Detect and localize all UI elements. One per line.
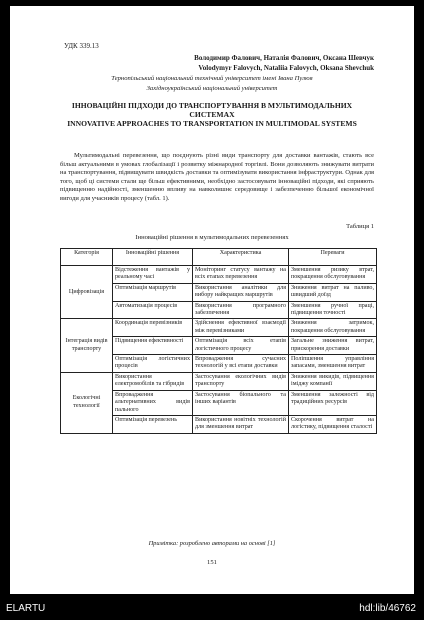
table-header-cell: Категорія bbox=[61, 249, 113, 266]
title-ukrainian: ІННОВАЦІЙНІ ПІДХОДИ ДО ТРАНСПОРТУВАННЯ В МУЛЬТИМОДАЛЬНИХ СИСТЕМАХ bbox=[71, 101, 353, 119]
table-cell: Застосування екологічних видів транспорту bbox=[193, 372, 289, 390]
table-cell: Застосування біопального та інших варіантів bbox=[193, 390, 289, 415]
category-cell: Інтеграція видів транспорту bbox=[61, 319, 113, 372]
authors-english: Volodymyr Falovych, Nataliia Falovych, Oksana Shevchuk bbox=[198, 64, 374, 72]
table-header-cell: Характеристика bbox=[193, 249, 289, 266]
table-cell: Впровадження сучасних технологій у всі етапи доставки bbox=[193, 355, 289, 373]
table-cell: Підвищення ефективності bbox=[113, 337, 193, 355]
authors-block bbox=[194, 53, 374, 73]
table-cell: Впровадження альтернативних видів пального bbox=[113, 390, 193, 415]
table-header-cell: Переваги bbox=[289, 249, 377, 266]
handle-id: hdl:lib/46762 bbox=[359, 603, 416, 614]
table-cell: Зниження витрат на паливо, швидший доїзд bbox=[289, 283, 377, 301]
table-label: Таблиця 1 bbox=[346, 223, 374, 230]
repository-name: ELARTU bbox=[6, 603, 46, 614]
table-cell: Координація перевізників bbox=[113, 319, 193, 337]
table-cell: Скорочення витрат на логістику, підвищення сталості bbox=[289, 415, 377, 433]
table-note: Примітка: розроблено авторами на основі [1] bbox=[148, 540, 276, 547]
category-cell: Цифровізація bbox=[61, 266, 113, 319]
table-cell: Використання аналітики для вибору найкращих маршрутів bbox=[193, 283, 289, 301]
table-cell: Загальне зниження витрат, прискорення доставки bbox=[289, 337, 377, 355]
innovations-table bbox=[60, 248, 377, 434]
affiliation-1: Тернопільський національний технічний університет імені Івана Пулюя bbox=[111, 75, 313, 82]
page-number: 151 bbox=[207, 559, 217, 566]
table-row bbox=[61, 372, 377, 390]
table-header-row bbox=[61, 249, 377, 266]
table-cell: Зменшення ручної праці, підвищення точності bbox=[289, 301, 377, 319]
table-cell: Зниження затримок, покращення обслуговування bbox=[289, 319, 377, 337]
authors-ukrainian: Володимир Фалович, Наталія Фалович, Оксана Шевчук bbox=[194, 54, 374, 62]
table-header-cell: Інноваційні рішення bbox=[113, 249, 193, 266]
table-cell: Поліпшення управління запасами, зменшення витрат bbox=[289, 355, 377, 373]
table-cell: Оптимізація всіх етапів логістичного процесу bbox=[193, 337, 289, 355]
paper-page bbox=[10, 6, 414, 594]
table-cell: Оптимізація логістичних процесів bbox=[113, 355, 193, 373]
title-english: INNOVATIVE APPROACHES TO TRANSPORTATION IN MULTIMODAL SYSTEMS bbox=[67, 119, 357, 128]
affiliation-2: Західноукраїнський національний університет bbox=[146, 84, 278, 92]
table-cell: Зниження викидів, підвищення іміджу компанії bbox=[289, 372, 377, 390]
table-cell: Використання електромобілів та гібридів bbox=[113, 372, 193, 390]
table-row bbox=[61, 266, 377, 284]
table-row bbox=[61, 319, 377, 337]
table-cell: Оптимізація перевезень bbox=[113, 415, 193, 433]
table-cell: Моніторинг статусу вантажу на всіх етапах перевезення bbox=[193, 266, 289, 284]
table-cell: Зменшення ризику втрат, покращення обслуговування bbox=[289, 266, 377, 284]
table-cell: Використання програмного забезпечення bbox=[193, 301, 289, 319]
udk-code: УДК 339.13 bbox=[64, 42, 99, 50]
table-cell: Відстеження вантажів у реальному часі bbox=[113, 266, 193, 284]
affiliations bbox=[10, 74, 414, 93]
table-cell: Оптимізація маршрутів bbox=[113, 283, 193, 301]
table-cell: Зменшення залежності від традиційних ресурсів bbox=[289, 390, 377, 415]
body-paragraph: Мультимодальні перевезення, що поєднують різні види транспорту для доставки вантажів, стають все більш актуальними в умовах глобалізації і розвитку міжнародної торгівлі. Вони дозволяють знижувати витрати на транспортування, підвищувати швидкість доставки та оптимізувати використання інфраструктури. Однак для того, щоб ці системи стали ще більш ефективними, необхідно застосовувати інноваційні підходи, які сприяють підвищенню надійності, зменшенню впливу на навколишнє середовище і забезпеченню більшої економічної вигоди для учасників процесу (табл. 1). bbox=[60, 152, 374, 202]
table-cell: Використання новітніх технологій для зменшення витрат bbox=[193, 415, 289, 433]
table-cell: Автоматизація процесів bbox=[113, 301, 193, 319]
paper-title bbox=[50, 101, 374, 128]
category-cell: Екологічні технології bbox=[61, 372, 113, 433]
table-title: Інноваційні рішення в мультимодальних перевезеннях bbox=[135, 234, 289, 241]
table-cell: Здійснення ефективної взаємодії між перевізниками bbox=[193, 319, 289, 337]
